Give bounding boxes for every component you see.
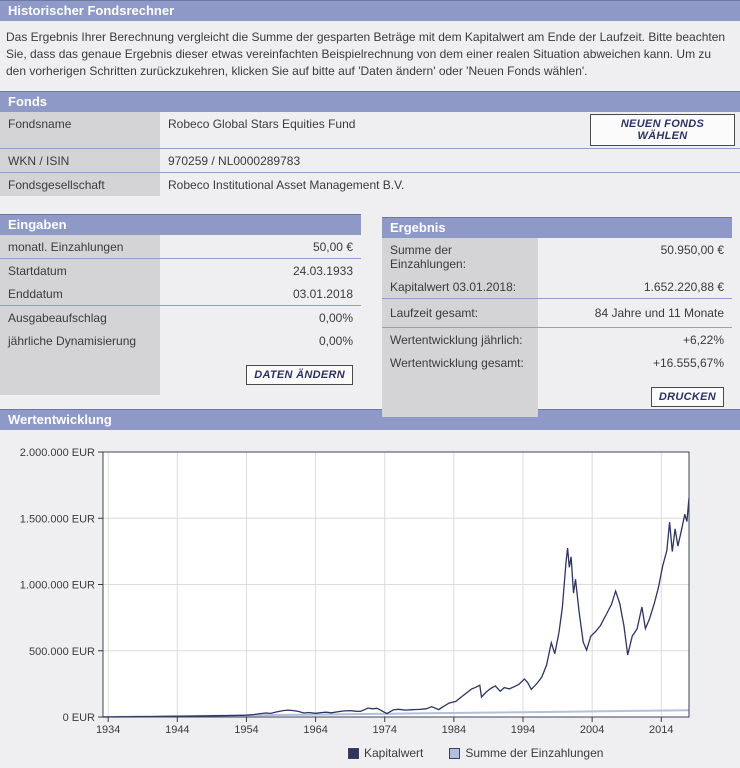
svg-text:1.000.000 EUR: 1.000.000 EUR bbox=[19, 579, 95, 592]
wkn-isin-label: WKN / ISIN bbox=[0, 149, 160, 172]
legend-item-summe bbox=[449, 746, 603, 760]
svg-text:1964: 1964 bbox=[303, 724, 328, 736]
legend-label-kapitalwert: Kapitalwert bbox=[364, 746, 424, 760]
svg-text:0 EUR: 0 EUR bbox=[62, 712, 95, 724]
svg-text:500.000 EUR: 500.000 EUR bbox=[28, 645, 95, 658]
dynamisierung-value: 0,00% bbox=[318, 334, 353, 348]
svg-text:1944: 1944 bbox=[165, 724, 190, 736]
startdatum-value: 24.03.1933 bbox=[292, 264, 353, 278]
svg-text:1994: 1994 bbox=[510, 724, 536, 736]
eingaben-bar bbox=[0, 214, 361, 235]
ergebnis-button-row-spacer bbox=[382, 374, 538, 417]
svg-text:1954: 1954 bbox=[234, 724, 259, 736]
svg-text:1934: 1934 bbox=[95, 724, 121, 736]
eingaben-table bbox=[0, 235, 361, 395]
enddatum-label: Enddatum bbox=[0, 282, 160, 305]
wertentwicklung-gesamt-value: +16.555,67% bbox=[652, 356, 724, 370]
kapitalwert-value: 1.652.220,88 € bbox=[643, 280, 724, 294]
laufzeit-value: 84 Jahre und 11 Monate bbox=[594, 306, 724, 320]
daten-aendern-button[interactable]: DATEN ÄNDERN bbox=[246, 365, 353, 385]
wkn-isin-value: 970259 / NL0000289783 bbox=[168, 154, 301, 168]
fondsname-label: Fondsname bbox=[0, 112, 160, 148]
chart-section-title: Wertentwicklung bbox=[8, 412, 112, 427]
fonds-table bbox=[0, 112, 740, 196]
kapitalwert-swatch-icon bbox=[348, 748, 359, 759]
summe-einzahlungen-value: 50.950,00 € bbox=[660, 243, 724, 257]
ergebnis-button-cell bbox=[538, 374, 732, 417]
neuen-fonds-waehlen-button[interactable]: NEUEN FONDS WÄHLEN bbox=[590, 114, 735, 146]
fonds-section-bar bbox=[0, 91, 740, 112]
ergebnis-panel bbox=[382, 217, 732, 403]
chart-canvas bbox=[0, 430, 740, 763]
svg-text:1.500.000 EUR: 1.500.000 EUR bbox=[19, 513, 95, 526]
chart-legend bbox=[348, 746, 629, 760]
wertentwicklung-jaehrlich-value: +6,22% bbox=[682, 333, 724, 347]
monatl-einzahlungen-value: 50,00 € bbox=[312, 240, 353, 254]
laufzeit-label: Laufzeit gesamt: bbox=[382, 299, 538, 327]
ergebnis-bar bbox=[382, 217, 732, 238]
startdatum-label: Startdatum bbox=[0, 259, 160, 282]
legend-item-kapitalwert bbox=[348, 746, 423, 760]
page-title-bar bbox=[0, 0, 740, 21]
eingaben-title: Eingaben bbox=[8, 217, 67, 232]
monatl-einzahlungen-label: monatl. Einzahlungen bbox=[0, 235, 160, 258]
eingaben-button-cell bbox=[160, 352, 361, 395]
wertentwicklung-chart bbox=[0, 430, 740, 763]
fondsname-value: Robeco Global Stars Equities Fund bbox=[168, 117, 356, 131]
eingaben-panel bbox=[0, 214, 361, 396]
fondsgesellschaft-value: Robeco Institutional Asset Management B.V. bbox=[168, 178, 405, 192]
svg-text:1974: 1974 bbox=[372, 724, 397, 736]
dynamisierung-label: jährliche Dynamisierung bbox=[0, 329, 160, 352]
kapitalwert-label: Kapitalwert 03.01.2018: bbox=[382, 275, 538, 298]
drucken-button[interactable]: DRUCKEN bbox=[651, 387, 724, 407]
summe-einzahlungen-label: Summe der Einzahlungen: bbox=[382, 238, 538, 275]
svg-text:1984: 1984 bbox=[441, 724, 467, 736]
legend-label-summe: Summe der Einzahlungen bbox=[465, 746, 604, 760]
svg-text:2004: 2004 bbox=[579, 724, 605, 736]
svg-text:2.000.000 EUR: 2.000.000 EUR bbox=[19, 447, 95, 459]
intro-text: Das Ergebnis Ihrer Berechnung vergleicht die Summe der gesparten Beträge mit dem Kapitalwert am Ende der Laufzeit. Bitte beachten Sie, dass das genaue Ergebnis dieser etwas vereinfachten Beispielrechnung von dem einer realen Situation abweichen kann. Um zu den vorherigen Schritten zurückzukehren, klicken Sie auf bitte auf 'Daten ändern' oder 'Neuen Fonds wählen'. bbox=[6, 30, 726, 78]
wertentwicklung-jaehrlich-label: Wertentwicklung jährlich: bbox=[382, 328, 538, 351]
input-result-panels bbox=[0, 214, 740, 403]
ergebnis-title: Ergebnis bbox=[390, 220, 446, 235]
eingaben-button-row-spacer bbox=[0, 352, 160, 395]
fondsgesellschaft-label: Fondsgesellschaft bbox=[0, 173, 160, 196]
ausgabeaufschlag-label: Ausgabeaufschlag bbox=[0, 306, 160, 329]
page-title: Historischer Fondsrechner bbox=[8, 3, 175, 18]
enddatum-value: 03.01.2018 bbox=[292, 287, 353, 301]
fonds-button-cell bbox=[590, 112, 740, 148]
svg-text:2014: 2014 bbox=[649, 724, 674, 736]
fonds-section-title: Fonds bbox=[8, 94, 47, 109]
wertentwicklung-gesamt-label: Wertentwicklung gesamt: bbox=[382, 351, 538, 374]
ergebnis-table bbox=[382, 238, 732, 417]
summe-einzahlungen-swatch-icon bbox=[449, 748, 460, 759]
ausgabeaufschlag-value: 0,00% bbox=[318, 311, 353, 325]
